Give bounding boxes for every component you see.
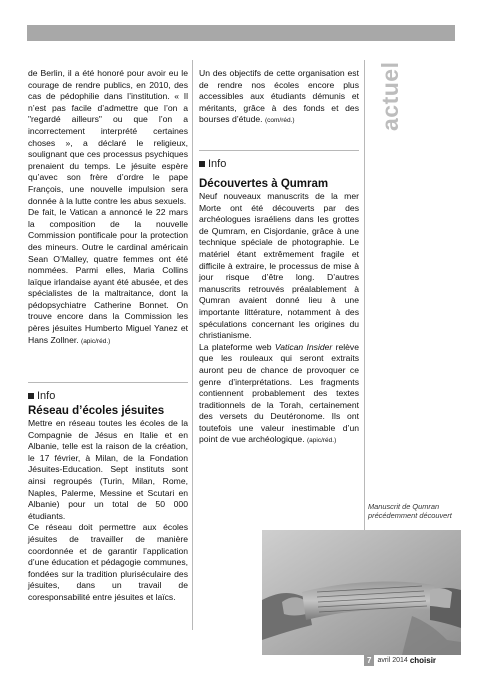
square-bullet-icon bbox=[28, 393, 34, 399]
photo-caption: Manuscrit de Qumran précédemment découvert bbox=[368, 502, 452, 521]
body-paragraph: La plateforme web Vatican Insider relève que les rouleaux qui seront extraits auront peu de chance de provoquer ce genre d’interprétations. Les fragments contiennent probablement des textes traditionnels de la Torah, certainement des versets du Deutéronome. Ils ont toutefois une valeur inestimable d’un point de vue archéologique. (apic/réd.) bbox=[199, 341, 360, 445]
section-tag: actuel bbox=[377, 61, 403, 131]
body-paragraph: Ce réseau doit permettre aux écoles jésuites de travailler de manière coordonnée et de garantir l’application d’une éducation et pédagogie communes, fondées sur la tradition pluriséculaire des jésuites, dans un travail de coresponsabilité entre jésuites et laïcs. bbox=[28, 522, 188, 602]
body-paragraph: Un des objectifs de cette organisation est de rendre nos écoles encore plus accessibles aux étudiants démunis et méritants, grâce à des fonds et des bourses d’étude. (com/réd.) bbox=[199, 68, 359, 125]
header-bar bbox=[27, 25, 455, 41]
publication-name: Vatican Insider bbox=[274, 341, 333, 352]
issue-date: avril 2014 bbox=[377, 657, 408, 664]
info-label-text: Info bbox=[208, 158, 227, 170]
body-paragraph: Neuf nouveaux manuscrits de la mer Morte ont été découverts par des archéologues israéliens dans les grottes de Qumram, en Cisjordanie, grâce à une technique spéciale de photographie. Le matériel étant extrêmement fragile et difficile à extraire, le processus de mise à jour risque d’être long. D’autres manuscrits retrouvés préalablement à Qumran avaient donné lieu à une importante littérature, notamment à des spéculations concernant les origines du christianisme. bbox=[199, 191, 359, 341]
manuscript-photo bbox=[262, 530, 461, 655]
source-tag: (apic/réd.) bbox=[306, 437, 337, 445]
square-bullet-icon bbox=[199, 161, 205, 167]
body-paragraph: de Berlin, il a été honoré pour avoir eu le courage de rendre publics, en 2010, des cas de pédophilie dans l’institution. « Il n’est pas facile d’admettre que l’on a "regardé ailleurs" ou que l’on a incorrectement interprété certaines choses », a déclaré le religieux, soulignant que ces processus psychiques prenaient du temps. Le jésuite espère qu’avec son frère d’ordre le pape François, une nouvelle impulsion sera donnée à la lutte contre les abus sexuels. bbox=[28, 68, 188, 206]
article-title: Réseau d’écoles jésuites bbox=[28, 405, 165, 417]
manuscript-photo-illustration bbox=[262, 530, 461, 655]
article-title: Découvertes à Qumram bbox=[199, 178, 329, 190]
info-label bbox=[199, 158, 226, 170]
middle-column bbox=[199, 68, 359, 127]
left-column bbox=[28, 68, 188, 347]
info-label-text: Info bbox=[37, 390, 56, 402]
source-tag: (com/réd.) bbox=[264, 117, 295, 125]
info-label bbox=[28, 390, 55, 402]
body-paragraph: Mettre en réseau toutes les écoles de la Compagnie de Jésus en Italie et en Albanie, telle est la raison de la création, le 17 février, à Milan, de la Fondation Jésuites-Education. Sept instituts sont ainsi regroupés (Turin, Milan, Rome, Naples, Palerme, Messine et Scutari en Albanie) pour un total de 50 000 étudiants. bbox=[28, 418, 188, 521]
page-number: 7 bbox=[364, 655, 374, 666]
page-footer bbox=[364, 655, 436, 666]
column-divider bbox=[192, 60, 193, 630]
middle-article-body bbox=[199, 191, 359, 447]
section-divider bbox=[28, 382, 188, 383]
magazine-name: choisir bbox=[409, 656, 437, 665]
section-divider bbox=[199, 150, 359, 151]
source-tag: (apic/réd.) bbox=[81, 337, 111, 345]
left-article-body bbox=[28, 418, 188, 604]
body-paragraph: De fait, le Vatican a annoncé le 22 mars la composition de la nouvelle Commission pontificale pour la protection des mineurs. Outre le cardinal américain Sean O’Malley, quatre femmes ont été nommées. Parmi elles, Maria Collins laïque irlandaise ayant été abusée, et des spécialistes de la maltraitance, dont la pédopsychiatre Catherine Bonnet. On trouve encore dans la Commission les pères jésuites Humberto Miguel Yanez et Hans Zollner. (apic/réd.) bbox=[28, 207, 188, 345]
